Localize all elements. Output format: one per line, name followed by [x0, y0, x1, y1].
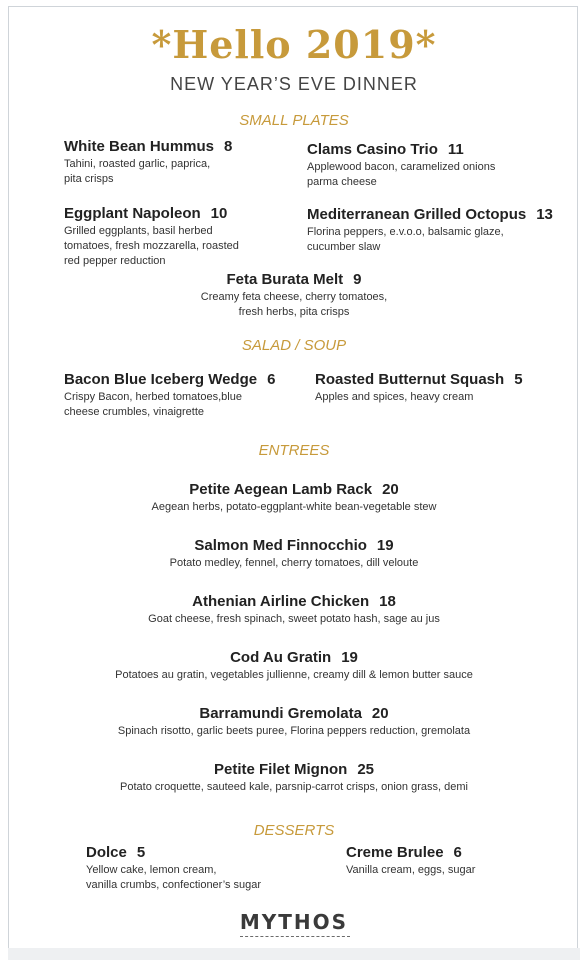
menu-item-creme-brulee	[346, 844, 475, 878]
item-desc: Potato croquette, sauteed kale, parsnip-carrot crisps, onion grass, demi	[120, 781, 468, 793]
item-desc: Goat cheese, fresh spinach, sweet potato hash, sage au jus	[148, 613, 440, 625]
item-desc-line: Tahini, roasted garlic, paprica,	[64, 158, 211, 170]
menu-item-barramundi	[0, 705, 588, 739]
item-name: Salmon Med Finnocchio	[194, 537, 367, 554]
item-price: 5	[514, 371, 523, 388]
section-desserts: DESSERTS	[253, 822, 335, 839]
menu-item-cod-au-gratin	[0, 649, 588, 683]
section-entrees: ENTREES	[258, 442, 330, 459]
menu-item-feta-burata-melt	[0, 271, 588, 320]
item-desc: Aegean herbs, potato-eggplant-white bean-vegetable stew	[151, 501, 437, 513]
item-desc-line: red pepper reduction	[64, 255, 166, 267]
bottom-edge	[8, 948, 580, 960]
section-small-plates: SMALL PLATES	[239, 112, 349, 129]
item-desc-line: Crispy Bacon, herbed tomatoes,blue	[64, 391, 242, 403]
item-desc-line: parma cheese	[307, 176, 377, 188]
item-price: 6	[267, 371, 276, 388]
mythos-logo: MYTHOS	[239, 910, 349, 934]
item-price: 6	[453, 844, 462, 861]
menu-item-eggplant-napoleon	[64, 205, 239, 269]
item-desc: Spinach risotto, garlic beets puree, Florina peppers reduction, gremolata	[117, 725, 471, 737]
item-name: Barramundi Gremolata	[199, 705, 362, 722]
item-price: 8	[224, 138, 233, 155]
item-desc-line: fresh herbs, pita crisps	[238, 306, 350, 318]
item-name: Cod Au Gratin	[230, 649, 332, 666]
section-salad-soup: SALAD / SOUP	[241, 337, 347, 354]
item-desc-line: cheese crumbles, vinaigrette	[64, 406, 205, 418]
item-price: 25	[357, 761, 375, 778]
item-name: Dolce	[86, 844, 127, 861]
item-price: 5	[136, 844, 146, 861]
item-price: 10	[210, 205, 228, 222]
item-price: 19	[341, 649, 358, 666]
item-desc-line: Yellow cake, lemon cream,	[86, 864, 217, 876]
menu-item-iceberg-wedge	[64, 371, 275, 420]
item-name: Feta Burata Melt	[226, 271, 344, 288]
item-desc-line: Grilled eggplants, basil herbed	[64, 225, 213, 237]
item-desc-line: tomatoes, fresh mozzarella, roasted	[64, 240, 239, 252]
menu-item-filet-mignon	[0, 761, 588, 795]
menu-item-lamb-rack	[0, 481, 588, 515]
item-desc-line: Apples and spices, heavy cream	[315, 391, 474, 403]
item-name: Petite Aegean Lamb Rack	[189, 481, 373, 498]
item-desc: Potatoes au gratin, vegetables jullienne, creamy dill & lemon butter sauce	[115, 669, 473, 681]
menu-item-airline-chicken	[0, 593, 588, 627]
menu-subtitle: NEW YEAR’S EVE DINNER	[170, 74, 418, 94]
item-price: 13	[536, 206, 553, 223]
item-desc-line: Applewood bacon, caramelized onions	[307, 161, 496, 173]
item-price: 19	[376, 537, 394, 554]
menu-item-salmon	[0, 537, 588, 571]
menu-title: *Hello 2019*	[151, 22, 437, 67]
item-name: Roasted Butternut Squash	[315, 371, 505, 388]
item-name: White Bean Hummus	[64, 138, 215, 155]
item-name: Creme Brulee	[346, 844, 444, 861]
item-name: Athenian Airline Chicken	[192, 593, 370, 610]
menu-item-clams-casino-trio	[307, 141, 495, 190]
menu-item-butternut-squash	[315, 371, 523, 405]
item-desc-line: Florina peppers, e.v.o.o, balsamic glaze,	[307, 226, 504, 238]
item-desc-line: Creamy feta cheese, cherry tomatoes,	[200, 291, 388, 303]
item-price: 20	[371, 705, 389, 722]
item-name: Clams Casino Trio	[307, 141, 438, 158]
item-name: Mediterranean Grilled Octopus	[307, 206, 527, 223]
item-name: Petite Filet Mignon	[213, 761, 348, 778]
item-price: 11	[447, 141, 464, 158]
item-desc-line: Vanilla cream, eggs, sugar	[346, 864, 476, 876]
item-price: 20	[382, 481, 399, 498]
item-name: Bacon Blue Iceberg Wedge	[64, 371, 258, 388]
menu-item-dolce	[86, 844, 261, 893]
item-desc-line: pita crisps	[64, 173, 114, 185]
menu-item-grilled-octopus	[307, 206, 553, 255]
item-price: 18	[379, 593, 396, 610]
item-desc-line: cucumber slaw	[307, 241, 381, 253]
item-desc: Potato medley, fennel, cherry tomatoes, dill veloute	[169, 557, 419, 569]
item-name: Eggplant Napoleon	[64, 205, 201, 222]
logo-underline	[240, 936, 350, 937]
item-price: 9	[353, 271, 362, 288]
menu-item-white-bean-hummus	[64, 138, 232, 187]
item-desc-line: vanilla crumbs, confectioner’s sugar	[86, 879, 262, 891]
